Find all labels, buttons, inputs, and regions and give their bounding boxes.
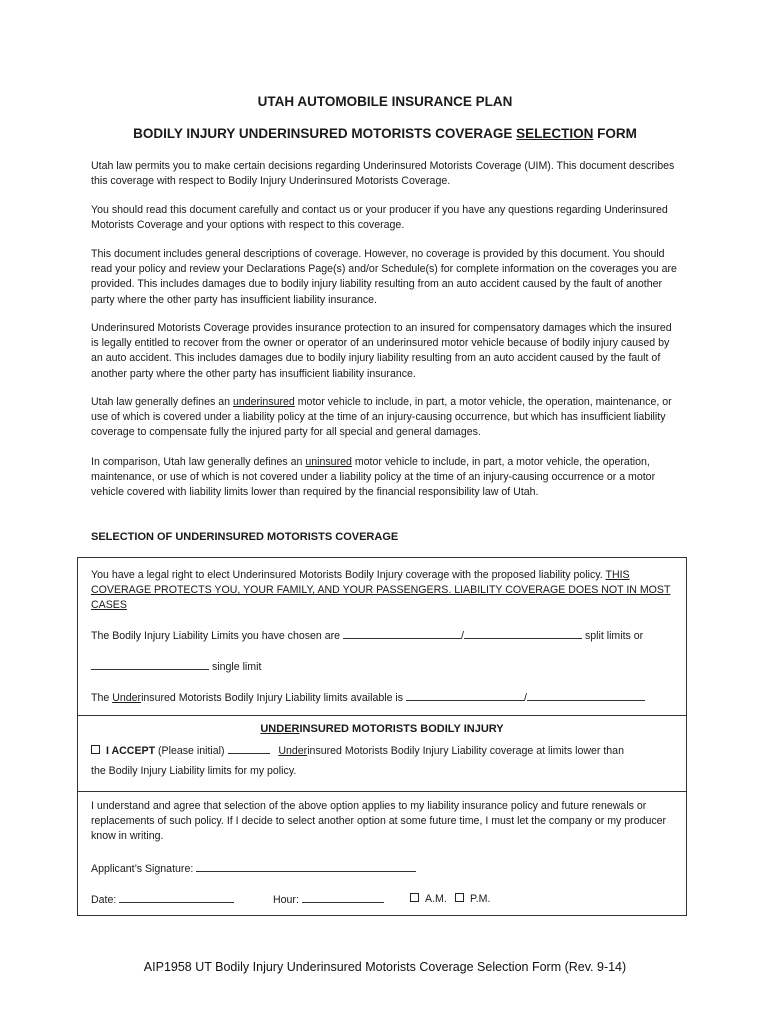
pm-checkbox[interactable] bbox=[455, 893, 464, 902]
signature-field[interactable] bbox=[196, 861, 416, 872]
ui-heading-under: UNDER bbox=[260, 723, 300, 735]
limits-chosen-row bbox=[91, 628, 643, 644]
initial-hint: (Please initial) bbox=[155, 745, 225, 757]
section-heading: SELECTION OF UNDERINSURED MOTORISTS COVERAGE bbox=[91, 531, 399, 543]
available-field-1[interactable] bbox=[406, 690, 524, 701]
accept-checkbox[interactable] bbox=[91, 745, 100, 754]
accept-desc-rest: insured Motorists Bodily Injury Liability coverage at limits lower than bbox=[307, 745, 624, 757]
limit-slash: / bbox=[461, 630, 464, 642]
am-option bbox=[410, 892, 447, 907]
paragraph-uninsured-definition bbox=[91, 455, 681, 501]
accept-row-cont bbox=[91, 764, 296, 779]
agreement-text: I understand and agree that selection of the above option applies to my liability insurance policy and future renewals or replacements of such policy. If I decide to select another option at some future time, I must let the company or my producer know in writing. bbox=[91, 800, 667, 843]
p6-text-a: In comparison, Utah law generally defines an bbox=[91, 456, 306, 468]
single-limit-field[interactable] bbox=[91, 659, 209, 670]
accept-row bbox=[91, 743, 624, 759]
p5-text-c: motor vehicle to include, in part, a motor vehicle, the operation, maintenance, or use of which is covered under a liability policy at the time of an injury-causing occurrence, but which has insufficient liability coverage to compensate fully the injured party for all special and general damages. bbox=[91, 396, 672, 439]
paragraph-read-carefully: You should read this document carefully and contact us or your producer if you have any questions regarding Underinsured Motorists Coverage and your options with respect to this coverage. bbox=[91, 204, 668, 232]
accept-desc-under: Under bbox=[278, 745, 308, 757]
am-label: A.M. bbox=[425, 893, 447, 905]
signature-label: Applicant’s Signature: bbox=[91, 863, 194, 875]
am-checkbox[interactable] bbox=[410, 893, 419, 902]
page-footer: AIP1958 UT Bodily Injury Underinsured Motorists Coverage Selection Form (Rev. 9-14) bbox=[143, 960, 627, 974]
ui-heading-rest: INSURED MOTORISTS BODILY INJURY bbox=[299, 723, 504, 735]
signature-row bbox=[91, 861, 416, 877]
selection-form-box bbox=[77, 557, 687, 916]
subtitle-part-2: SELECTION bbox=[516, 126, 594, 141]
paragraph-general-descriptions: This document includes general descriptions of coverage. However, no coverage is provided by this document. You should read your policy and review your Declarations Page(s) and/or Schedule(s) for complete information on the coverages you are provided. This includes damages due to bodily injury liability resulting from an auto accident caused by the fault of another party where the other party has insufficient liability insurance. bbox=[91, 248, 677, 306]
limit-field-1[interactable] bbox=[343, 628, 461, 639]
single-limit-row bbox=[91, 659, 261, 675]
legal-right-text bbox=[91, 568, 676, 614]
p6-uninsured-term: uninsured bbox=[305, 456, 352, 468]
accept-label: I ACCEPT bbox=[106, 745, 156, 757]
underinsured-heading bbox=[78, 723, 686, 735]
limits-available-row bbox=[91, 690, 645, 706]
hour-field[interactable] bbox=[302, 892, 384, 903]
accept-desc-cont: the Bodily Injury Liability limits for my policy. bbox=[91, 765, 297, 777]
date-row bbox=[91, 892, 234, 908]
p6-text-c: motor vehicle to include, in part, a motor vehicle, the operation, maintenance, or use of which is not covered under a liability policy at the time of an injury-causing occurrence or a motor vehicle covered with liability limits lower than required by the financial responsibility law of Utah. bbox=[91, 456, 656, 499]
subtitle-part-3: FORM bbox=[593, 126, 637, 141]
limit-field-2[interactable] bbox=[464, 628, 582, 639]
subtitle-part-1: BODILY INJURY UNDERINSURED MOTORISTS COVERAGE bbox=[133, 126, 517, 141]
pm-option bbox=[455, 892, 490, 907]
p5-underinsured-term: underinsured bbox=[232, 396, 295, 408]
available-field-2[interactable] bbox=[527, 690, 645, 701]
paragraph-underinsured-definition bbox=[91, 395, 681, 441]
date-label: Date: bbox=[91, 894, 117, 906]
box-divider-1 bbox=[78, 715, 686, 716]
pm-label: P.M. bbox=[470, 893, 491, 905]
available-a: The bbox=[91, 692, 113, 704]
form-subtitle bbox=[0, 126, 770, 141]
available-c: insured Motorists Bodily Injury Liability limits available is bbox=[141, 692, 404, 704]
hour-row bbox=[273, 892, 384, 908]
limits-chosen-label: The Bodily Injury Liability Limits you have chosen are bbox=[91, 630, 341, 642]
box-divider-2 bbox=[78, 791, 686, 792]
legal-right-emphasis: THIS COVERAGE PROTECTS YOU, YOUR FAMILY, AND YOUR PASSENGERS. LIABILITY COVERAGE DOES NOT IN MOST CASES bbox=[91, 569, 671, 612]
available-under: Under bbox=[112, 692, 142, 704]
paragraph-uim-intro: Utah law permits you to make certain decisions regarding Underinsured Motorists Coverage (UIM). This document describes this coverage with respect to Bodily Injury Underinsured Motorists Coverage. bbox=[91, 160, 675, 188]
hour-label: Hour: bbox=[273, 894, 299, 906]
date-field[interactable] bbox=[119, 892, 234, 903]
split-limits-label: split limits or bbox=[584, 630, 644, 642]
single-limit-label: single limit bbox=[211, 661, 262, 673]
available-slash: / bbox=[524, 692, 527, 704]
paragraph-coverage-definition: Underinsured Motorists Coverage provides insurance protection to an insured for compensatory damages which the insured is legally entitled to recover from the owner or operator of an underinsured motor vehicle because of bodily injury caused by an auto accident. This includes damages due to bodily injury liability resulting from an auto accident caused by the fault of another party where the other party has insufficient liability insurance. bbox=[91, 322, 672, 380]
p5-text-a: Utah law generally defines an bbox=[91, 396, 233, 408]
document-title: UTAH AUTOMOBILE INSURANCE PLAN bbox=[257, 94, 513, 109]
initial-field[interactable] bbox=[228, 743, 270, 754]
legal-right-a: You have a legal right to elect Underinsured Motorists Bodily Injury coverage with the proposed liability policy. bbox=[91, 569, 606, 581]
